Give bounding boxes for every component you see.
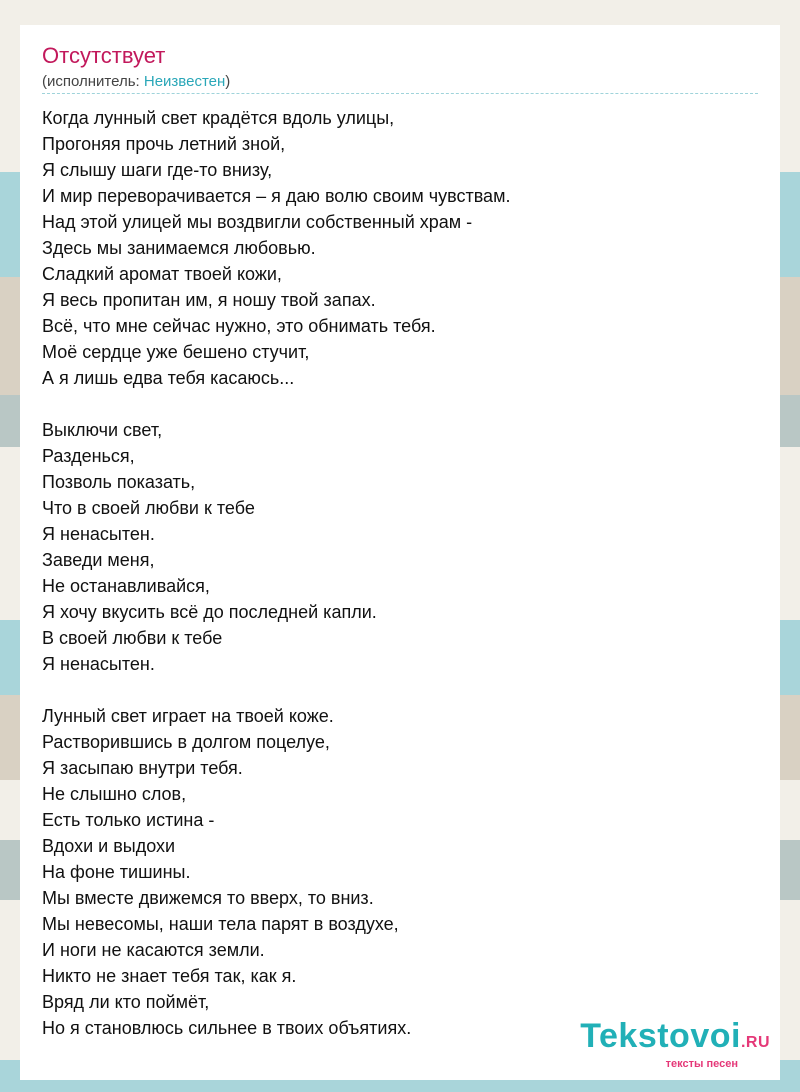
lyric-line: Что в своей любви к тебе: [42, 498, 255, 518]
site-logo[interactable]: [580, 1019, 770, 1070]
lyric-line: Над этой улицей мы воздвигли собственный храм -: [42, 212, 473, 232]
divider: [42, 93, 758, 94]
lyric-line: Позволь показать,: [42, 472, 196, 492]
stanza: [42, 105, 758, 391]
lyric-line: Я хочу вкусить всё до последней капли.: [42, 602, 377, 622]
artist-suffix: ): [225, 73, 231, 90]
artist-link[interactable]: Неизвестен: [143, 73, 226, 90]
lyric-line: И ноги не касаются земли.: [42, 940, 265, 960]
lyric-line: Но я становлюсь сильнее в твоих объятиях.: [42, 1018, 412, 1038]
lyric-line: Мы невесомы, наши тела парят в воздухе,: [42, 914, 399, 934]
lyric-line: Мы вместе движемся то вверх, то вниз.: [42, 888, 374, 908]
lyric-line: Я весь пропитан им, я ношу твой запах.: [42, 290, 376, 310]
lyric-line: Есть только истина -: [42, 810, 215, 830]
lyric-line: Не слышно слов,: [42, 784, 187, 804]
lyric-line: Лунный свет играет на твоей коже.: [42, 706, 334, 726]
stanza: [42, 417, 758, 677]
logo-wordmark: [580, 1019, 770, 1060]
artist-line: [42, 72, 230, 92]
lyric-line: Выключи свет,: [42, 420, 163, 440]
lyric-line: Прогоняя прочь летний зной,: [42, 134, 286, 154]
lyric-line: В своей любви к тебе: [42, 628, 223, 648]
lyric-line: Я засыпаю внутри тебя.: [42, 758, 243, 778]
lyric-line: Вряд ли кто поймёт,: [42, 992, 210, 1012]
lyric-line: Не останавливайся,: [42, 576, 210, 596]
lyric-line: Растворившись в долгом поцелуе,: [42, 732, 330, 752]
logo-tld: .RU: [740, 1034, 770, 1051]
lyrics-sheet: [20, 25, 780, 1080]
lyrics-text: [42, 105, 758, 1041]
lyric-line: Я ненасытен.: [42, 654, 155, 674]
lyric-line: Когда лунный свет крадётся вдоль улицы,: [42, 108, 395, 128]
lyric-line: Никто не знает тебя так, как я.: [42, 966, 297, 986]
lyric-line: Сладкий аромат твоей кожи,: [42, 264, 282, 284]
logo-name: Tekstovoi: [580, 1017, 741, 1055]
song-title: Отсутствует: [42, 43, 166, 68]
artist-prefix: (исполнитель:: [42, 73, 144, 90]
stanza-gap: [42, 391, 758, 417]
lyric-line: Здесь мы занимаемся любовью.: [42, 238, 316, 258]
lyric-line: А я лишь едва тебя касаюсь...: [42, 368, 295, 388]
lyric-line: Всё, что мне сейчас нужно, это обнимать тебя.: [42, 316, 436, 336]
stanza-gap: [42, 677, 758, 703]
lyric-line: Я ненасытен.: [42, 524, 155, 544]
lyric-line: И мир переворачивается – я даю волю своим чувствам.: [42, 186, 511, 206]
logo-tagline: тексты песен: [665, 1058, 738, 1070]
lyric-line: Вдохи и выдохи: [42, 836, 176, 856]
lyric-line: Разденься,: [42, 446, 135, 466]
lyric-line: На фоне тишины.: [42, 862, 191, 882]
lyric-line: Я слышу шаги где-то внизу,: [42, 160, 273, 180]
lyric-line: Заведи меня,: [42, 550, 155, 570]
stanza: [42, 703, 758, 1041]
lyric-line: Моё сердце уже бешено стучит,: [42, 342, 310, 362]
